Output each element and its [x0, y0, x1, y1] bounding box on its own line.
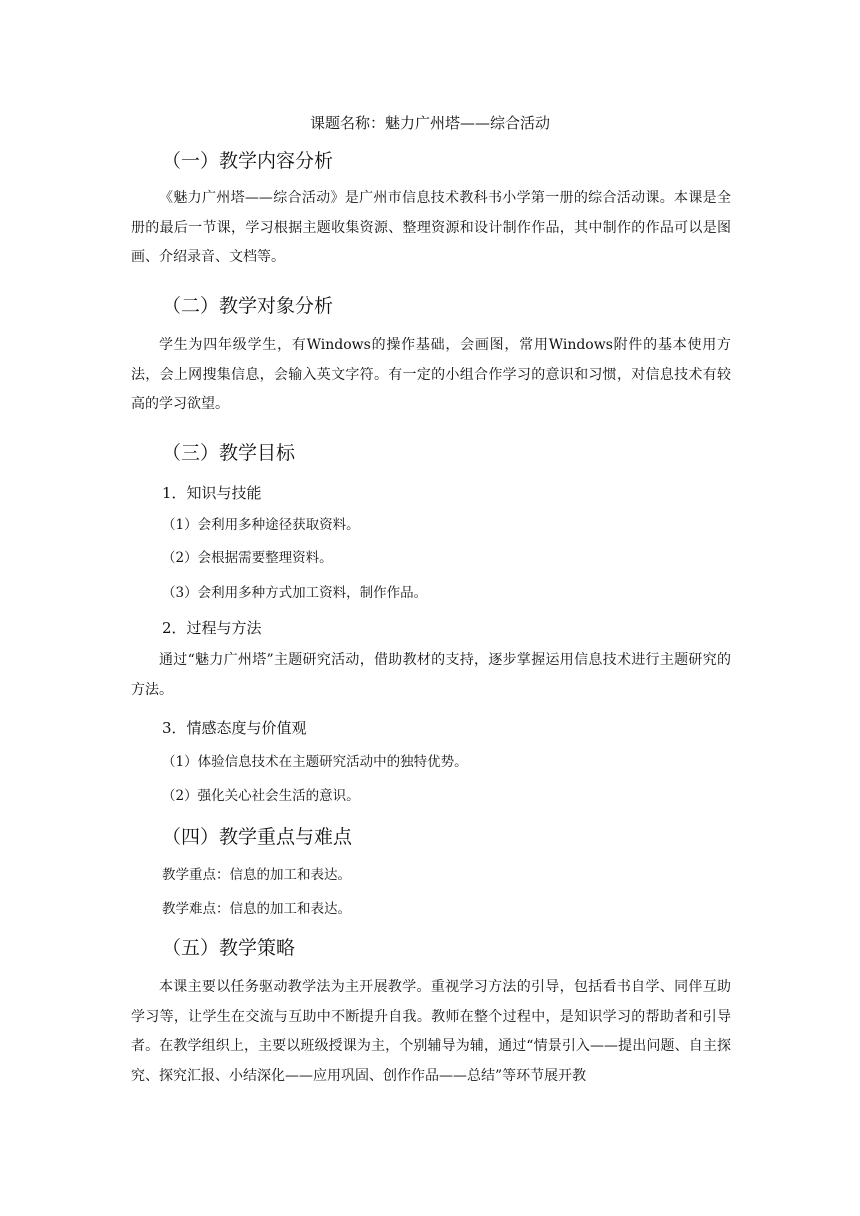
document-title: 课题名称：魅力广州塔——综合活动 [309, 114, 550, 132]
paragraph-content-analysis: 《魅力广州塔——综合活动》是广州市信息技术教科书小学第一册的综合活动课。本课是全册的最后一节课，学习根据主题收集资源、整理资源和设计制作作品，其中制作的作品可以是图画、介绍录音、文档等。 [131, 190, 731, 265]
section-heading-content-analysis: （一）教学内容分析 [162, 150, 334, 172]
list-item-attitude-2: （2）强化关心社会生活的意识。 [162, 788, 360, 804]
section-heading-student-analysis: （二）教学对象分析 [162, 295, 334, 317]
text-teaching-focus: 教学重点：信息的加工和表达。 [162, 867, 351, 883]
paragraph-teaching-strategy: 本课主要以任务驱动教学法为主开展教学。重视学习方法的引导，包括看书自学、同伴互助学习等，让学生在交流与互助中不断提升自我。教师在整个过程中，是知识学习的帮助者和引导者。在教学组织上，主要以班级授课为主，个别辅导为辅，通过“情景引入——提出问题、自主探究、探究汇报、小结深化——应用巩固、创作作品——总结”等环节展开教 [131, 979, 731, 1084]
section-heading-teaching-strategy: （五）教学策略 [162, 937, 296, 959]
paragraph-process-method: 通过“魅力广州塔”主题研究活动，借助教材的支持，逐步掌握运用信息技术进行主题研究的方法。 [131, 652, 731, 698]
section-heading-teaching-goals: （三）教学目标 [162, 442, 296, 464]
section-heading-key-points: （四）教学重点与难点 [162, 826, 353, 848]
list-item-knowledge-1: （1）会利用多种途径获取资料。 [162, 517, 360, 533]
subheading-knowledge-skills: 1．知识与技能 [162, 484, 262, 502]
list-item-attitude-1: （1）体验信息技术在主题研究活动中的独特优势。 [162, 754, 468, 770]
list-item-knowledge-3: （3）会利用多种方式加工资料，制作作品。 [162, 585, 428, 601]
text-teaching-difficulty: 教学难点：信息的加工和表达。 [162, 901, 351, 917]
paragraph-student-analysis: 学生为四年级学生，有Windows的操作基础，会画图，常用Windows附件的基本使用方法，会上网搜集信息，会输入英文字符。有一定的小组合作学习的意识和习惯，对信息技术有较高的学习欲望。 [131, 337, 731, 412]
list-item-knowledge-2: （2）会根据需要整理资料。 [162, 550, 333, 566]
subheading-attitudes-values: 3．情感态度与价值观 [162, 719, 307, 737]
subheading-process-method: 2．过程与方法 [162, 619, 262, 637]
